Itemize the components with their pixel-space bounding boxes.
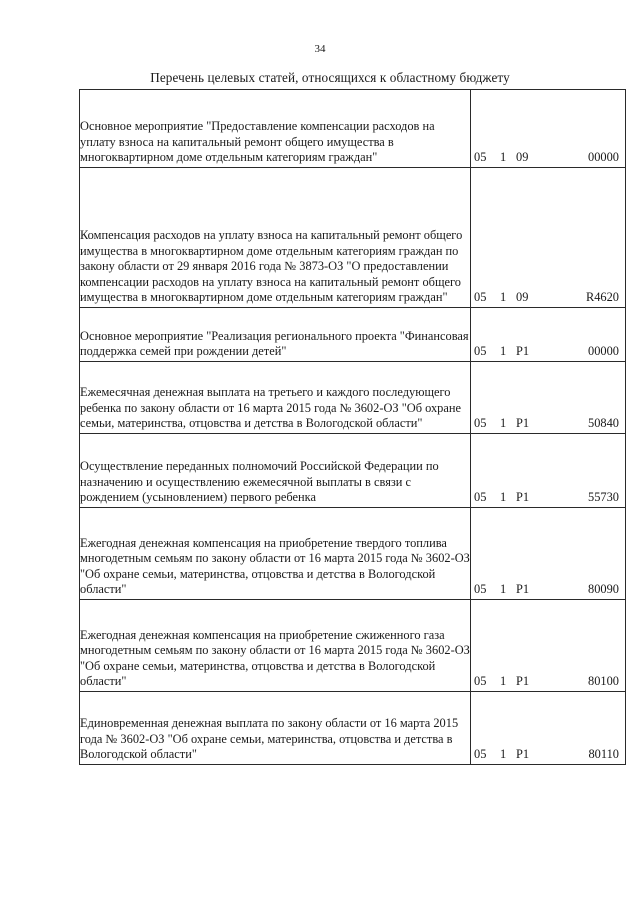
subprogram-code: 1 [500, 490, 507, 505]
program-code: 05 [474, 290, 487, 305]
direction-code: Р1 [516, 344, 530, 359]
subprogram-code: 1 [500, 747, 507, 762]
program-code: 05 [474, 582, 487, 597]
row-codes [471, 434, 626, 508]
program-code: 05 [474, 416, 487, 431]
direction-code: Р1 [516, 674, 530, 689]
row-description: Компенсация расходов на уплату взноса на капитальный ремонт общего имущества в многоквартирном доме отдельным категориям граждан по закону области от 29 января 2016 года № 3873-ОЗ "О предоставлении компенсации расходов на уплату взноса на капитальный ремонт общего имущества в многоквартирном доме отдельным категориям граждан" [80, 168, 471, 308]
table-row [80, 600, 626, 692]
table-row [80, 362, 626, 434]
program-code: 05 [474, 150, 487, 165]
expense-code: 55730 [588, 490, 619, 505]
expense-code: 00000 [588, 150, 619, 165]
program-code: 05 [474, 674, 487, 689]
row-description: Ежегодная денежная компенсация на приобретение сжиженного газа многодетным семьям по закону области от 16 марта 2015 года № 3602-ОЗ "Об охране семьи, материнства, отцовства и детства в Вологодской области" [80, 600, 471, 692]
row-description: Осуществление переданных полномочий Российской Федерации по назначению и осуществлению ежемесячной выплаты в связи с рождением (усыновлением) первого ребенка [80, 434, 471, 508]
row-codes [471, 308, 626, 362]
table-row [80, 434, 626, 508]
row-codes [471, 168, 626, 308]
direction-code: Р1 [516, 747, 530, 762]
row-description: Ежегодная денежная компенсация на приобретение твердого топлива многодетным семьям по закону области от 16 марта 2015 года № 3602-ОЗ "Об охране семьи, материнства, отцовства и детства в Вологодской области" [80, 508, 471, 600]
row-codes [471, 90, 626, 168]
target-items-table [79, 89, 626, 765]
table-row [80, 90, 626, 168]
row-description: Ежемесячная денежная выплата на третьего и каждого последующего ребенка по закону области от 16 марта 2015 года № 3602-ОЗ "Об охране семьи, материнства, отцовства и детства в Вологодской области" [80, 362, 471, 434]
row-description: Единовременная денежная выплата по закону области от 16 марта 2015 года № 3602-ОЗ "Об охране семьи, материнства, отцовства и детства в Вологодской области" [80, 692, 471, 765]
expense-code: 80110 [588, 747, 619, 762]
program-code: 05 [474, 747, 487, 762]
subprogram-code: 1 [500, 150, 507, 165]
expense-code: R4620 [585, 290, 619, 305]
row-codes [471, 692, 626, 765]
subprogram-code: 1 [500, 582, 507, 597]
subprogram-code: 1 [500, 416, 507, 431]
table-row [80, 508, 626, 600]
subprogram-code: 1 [500, 344, 507, 359]
direction-code: Р1 [516, 582, 530, 597]
direction-code: 09 [516, 290, 529, 305]
expense-code: 50840 [588, 416, 619, 431]
table-row [80, 168, 626, 308]
page-number: 34 [314, 43, 326, 55]
expense-code: 80090 [588, 582, 619, 597]
row-codes [471, 362, 626, 434]
table-row [80, 308, 626, 362]
direction-code: Р1 [516, 416, 530, 431]
document-title: Перечень целевых статей, относящихся к областному бюджету [150, 70, 510, 85]
program-code: 05 [474, 344, 487, 359]
row-description: Основное мероприятие "Реализация регионального проекта "Финансовая поддержка семей при рождении детей" [80, 308, 471, 362]
direction-code: 09 [516, 150, 529, 165]
direction-code: Р1 [516, 490, 530, 505]
subprogram-code: 1 [500, 674, 507, 689]
row-codes [471, 600, 626, 692]
row-description: Основное мероприятие "Предоставление компенсации расходов на уплату взноса на капитальный ремонт общего имущества в многоквартирном доме отдельным категориям граждан" [80, 90, 471, 168]
expense-code: 80100 [588, 674, 619, 689]
row-codes [471, 508, 626, 600]
program-code: 05 [474, 490, 487, 505]
expense-code: 00000 [588, 344, 619, 359]
subprogram-code: 1 [500, 290, 507, 305]
table-row [80, 692, 626, 765]
